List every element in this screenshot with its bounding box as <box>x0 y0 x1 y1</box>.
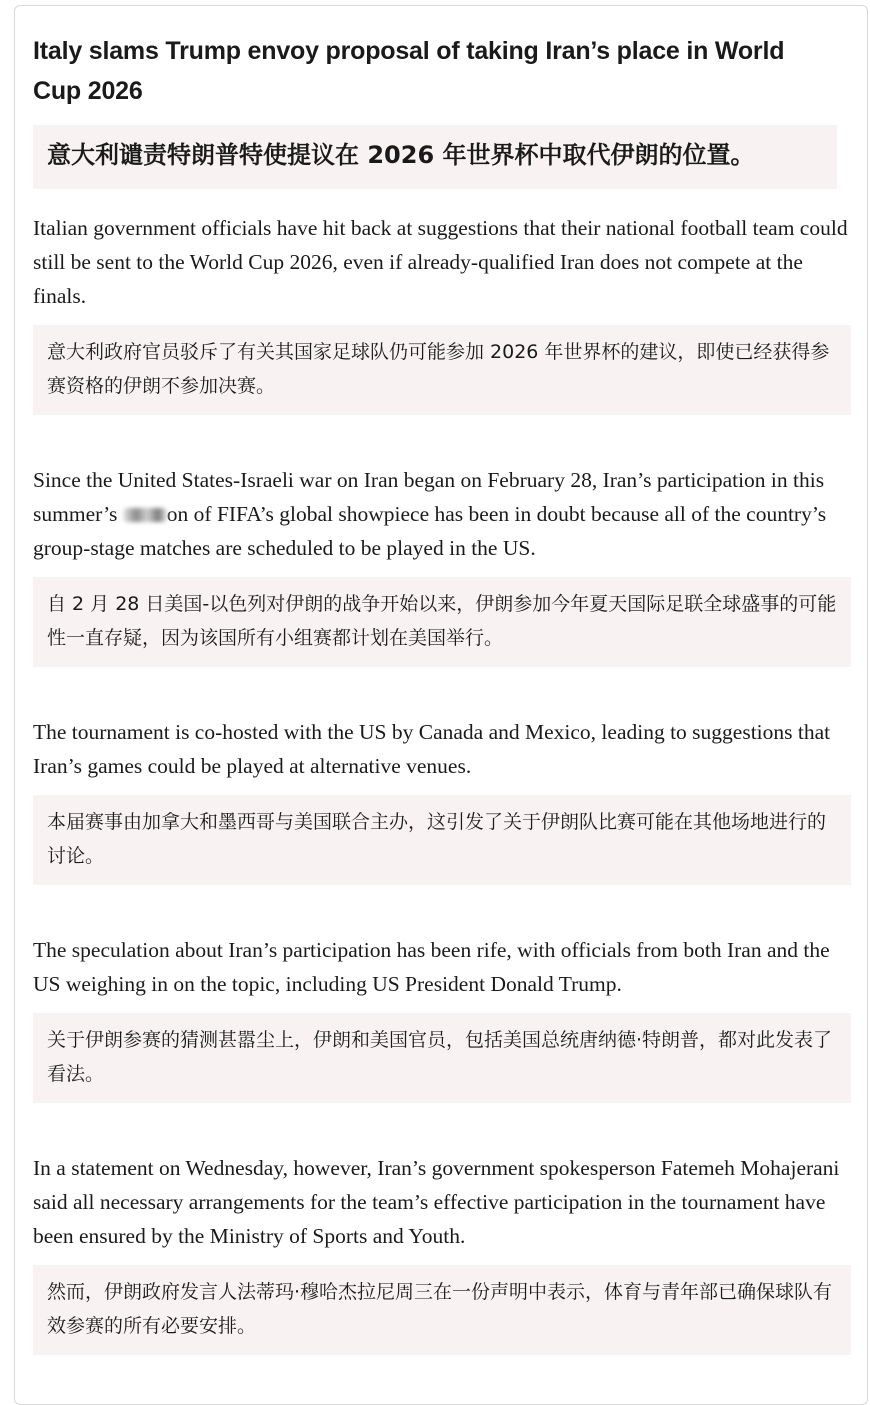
paragraph-pair <box>33 211 853 415</box>
paragraph-chinese: 本届赛事由加拿大和墨西哥与美国联合主办，这引发了关于伊朗队比赛可能在其他场地进行的讨论。 <box>33 795 851 885</box>
paragraph-english: Italian government officials have hit back at suggestions that their national football team could still be sent to the World Cup 2026, even if already-qualified Iran does not compete at the finals. <box>33 216 848 308</box>
paragraph-chinese: 自 2 月 28 日美国-以色列对伊朗的战争开始以来，伊朗参加今年夏天国际足联全球盛事的可能性一直存疑，因为该国所有小组赛都计划在美国举行。 <box>33 577 851 667</box>
paragraph-pair <box>33 933 853 1103</box>
paragraph-text: Since the United States-Israeli war on Iran began on February 28, Iran’s participation in this summer’s <box>33 468 825 526</box>
article-content <box>33 31 853 1355</box>
paragraph-chinese: 关于伊朗参赛的猜测甚嚣尘上，伊朗和美国官员，包括美国总统唐纳德·特朗普，都对此发表了看法。 <box>33 1013 851 1103</box>
paragraph-pair <box>33 463 853 667</box>
headline-english: Italy slams Trump envoy proposal of taking Iran’s place in World Cup 2026 <box>33 37 785 105</box>
paragraph-text: on of FIFA’s global showpiece has been in doubt because all of the country’s group-stage matches are scheduled to be played in the US. <box>33 502 827 560</box>
paragraph-english <box>33 463 855 565</box>
paragraph-english: In a statement on Wednesday, however, Iran’s government spokesperson Fatemeh Mohajerani said all necessary arrangements for the team’s effective participation in the tournament have been ensured by the Ministry of Sports and Youth. <box>33 1156 840 1248</box>
paragraph-english: The speculation about Iran’s participation has been rife, with officials from both Iran and the US weighing in on the topic, including US President Donald Trump. <box>33 938 830 996</box>
blurred-word <box>123 508 167 522</box>
paragraph-pair <box>33 715 853 885</box>
headline-chinese: 意大利谴责特朗普特使提议在 2026 年世界杯中取代伊朗的位置。 <box>33 125 837 189</box>
paragraph-english: The tournament is co-hosted with the US by Canada and Mexico, leading to suggestions that Iran’s games could be played at alternative venues. <box>33 720 831 778</box>
paragraph-chinese: 意大利政府官员驳斥了有关其国家足球队仍可能参加 2026 年世界杯的建议，即使已经获得参赛资格的伊朗不参加决赛。 <box>33 325 851 415</box>
paragraph-chinese: 然而，伊朗政府发言人法蒂玛·穆哈杰拉尼周三在一份声明中表示，体育与青年部已确保球队有效参赛的所有必要安排。 <box>33 1265 851 1355</box>
article-card <box>14 5 868 1405</box>
paragraph-pair <box>33 1151 853 1355</box>
